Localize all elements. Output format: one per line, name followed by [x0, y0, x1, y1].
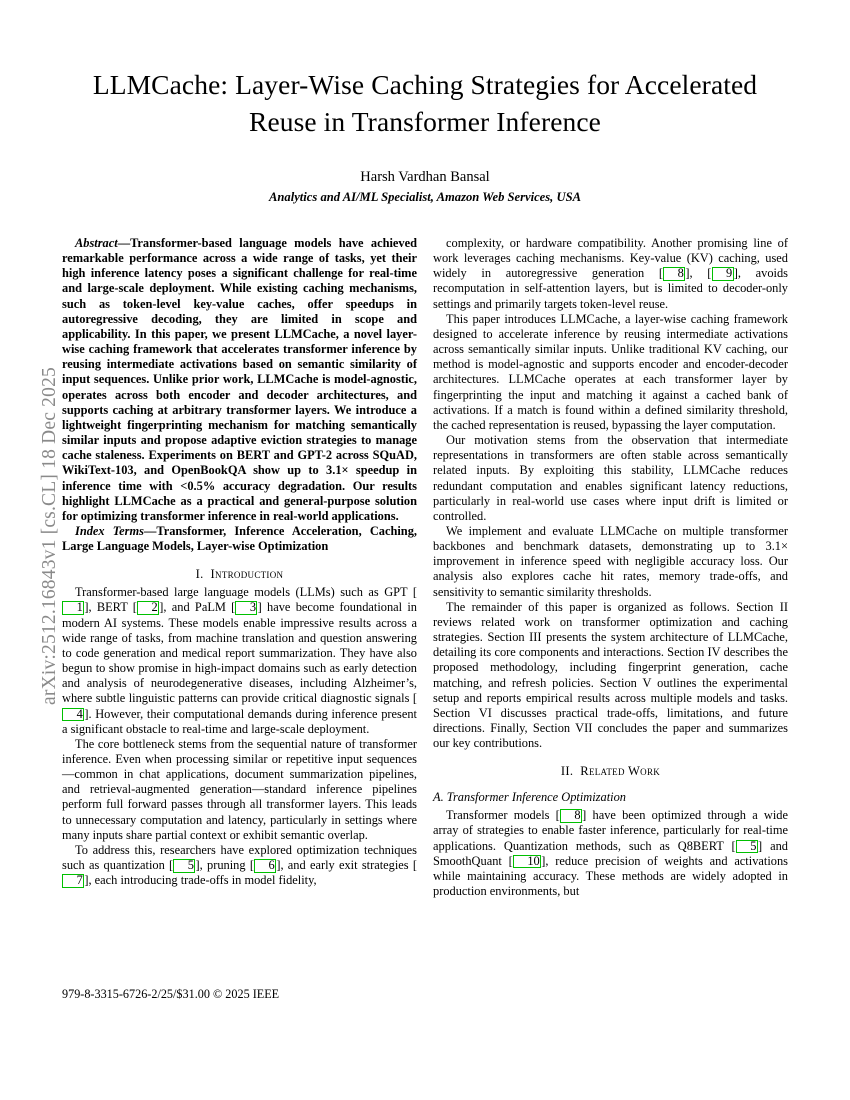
body-paragraph: The remainder of this paper is organized as follows. Section II reviews related work on transformer optimization and caching strategies. Section III presents the system architecture of LLMCache, detailing its core components and interactions. Section IV describes the proposed methodology, including fingerprint generation, cache matching, and refresh policies. Section V outlines the experimental setup and reports empirical results across multiple models and tasks. Section VI discusses practical trade-offs, limitations, and future directions. Finally, Section VII concludes the paper and summarizes our key contributions. — [433, 599, 788, 751]
citation-link[interactable]: 8 — [560, 809, 582, 823]
body-paragraph: Transformer models [ 8 ] have been optimized through a wide array of strategies to enable faster inference, particularly for real-time applications. Quantization methods, such as Q8BERT [ 5 ] and SmoothQuant [ 10 ], reduce precision of weights and activations while maintaining accuracy. These methods are widely adopted in production environments, but — [433, 808, 789, 899]
section-numeral: I. — [195, 567, 204, 582]
abstract-dash: — — [117, 236, 131, 250]
subsection-label: A. — [433, 790, 444, 805]
arxiv-stamp-text: arXiv:2512.16843v1 [cs.CL] 18 Dec 2025 — [39, 367, 60, 705]
index-terms-label: Index Terms — [75, 523, 144, 538]
author-name: Harsh Vardhan Bansal — [360, 169, 490, 185]
citation-link[interactable]: 6 — [254, 859, 276, 873]
body-paragraph: The core bottleneck stems from the sequential nature of transformer inference. Even when processing similar or repetitive input sequences—common in chat applications, document summarization pipelines, and retrieval-augmented generation—standard inference pipelines perform full forward passes through all transformer layers. This leads to unnecessary computation and latency, particularly in settings where many inputs share partial context or exhibit semantic overlap. — [62, 736, 417, 842]
section-numeral: II. — [560, 764, 574, 779]
index-terms-text: Transformer, Inference Acceleration, Caching, Large Language Models, Layer-wise Optimization — [62, 523, 417, 554]
page-title: LLMCache: Layer-Wise Caching Strategies for Accelerated Reuse in Transformer Inference — [92, 69, 758, 137]
section-heading-introduction — [62, 567, 417, 582]
introduction-paragraphs-left — [62, 585, 417, 888]
citation-link[interactable]: 5 — [173, 859, 195, 873]
footer-copyright: 979-8-3315-6726-2/25/$31.00 © 2025 IEEE — [62, 987, 280, 1001]
author-affiliation: Analytics and AI/ML Specialist, Amazon Web Services, USA — [269, 190, 581, 204]
two-column-body — [62, 236, 788, 1026]
citation-link[interactable]: 5 — [736, 840, 758, 854]
title-block — [62, 66, 788, 206]
section-title: Related Work — [580, 764, 661, 779]
citation-link[interactable]: 3 — [235, 601, 257, 615]
index-terms-dash: — — [143, 523, 157, 538]
right-column — [433, 236, 788, 1026]
abstract-text: Transformer-based language models have achieved remarkable performance across a wide range of tasks, yet their high inference latency poses a significant challenge for real-time and large-scale deployment. While existing caching mechanisms, such as token-level key-value caches, offer speedups in autoregressive decoding, they are limited in scope and applicability. In this paper, we present LLMCache, a novel layer-wise caching framework that accelerates transformer inference by reusing intermediate activations based on semantic similarity of input sequences. Unlike prior work, LLMCache is model-agnostic, operates across both encoder and decoder architectures, and supports caching at arbitrary transformer layers. We introduce a lightweight fingerprinting mechanism for matching semantically similar inputs and propose adaptive eviction strategies to manage cache staleness. Experiments on BERT and GPT-2 across SQuAD, WikiText-103, and OpenBookQA show up to 3.1× speedup in inference time with <0.5% accuracy degradation. Our results highlight LLMCache as a practical and general-purpose solution for optimizing transformer inference in real-world applications. — [62, 236, 417, 523]
related-work-paragraphs — [433, 808, 788, 899]
abstract-label: Abstract — [75, 236, 118, 250]
body-paragraph: We implement and evaluate LLMCache on multiple transformer backbones and benchmark datasets, demonstrating up to 3.1× improvement in inference speed with negligible accuracy loss. Our analysis also explores cache hit rates, memory trade-offs, and sensitivity to semantic similarity thresholds. — [433, 523, 788, 599]
body-paragraph: To address this, researchers have explored optimization techniques such as quantization [ 5 ], pruning [ 6 ], and early exit strategies [7 ], each introducing trade-offs in model fidelity, — [62, 842, 417, 888]
citation-link[interactable]: 2 — [137, 601, 159, 615]
introduction-paragraphs-right — [433, 236, 788, 751]
body-paragraph: complexity, or hardware compatibility. Another promising line of work leverages caching mechanisms. Key-value (KV) caching, used widely in autoregressive generation [ 8 ], [ 9 ], avoids recomputation in self-attention layers, but is limited to decoder-only settings and primarily targets token-level reuse. — [433, 236, 789, 311]
citation-link[interactable]: 10 — [513, 855, 541, 869]
subsection-heading-transformer-inference-optimization — [433, 790, 788, 805]
arxiv-stamp — [0, 0, 60, 1100]
left-column — [62, 236, 417, 1026]
citation-link[interactable]: 8 — [663, 267, 685, 281]
body-paragraph: Our motivation stems from the observation that intermediate representations in transformers are often stable across semantically related inputs. By exploiting this stability, LLMCache reduces redundant computation and enables significant latency reductions, particularly in real-world use cases where input drift is limited or controlled. — [433, 433, 788, 523]
index-terms-paragraph — [62, 524, 417, 554]
citation-link[interactable]: 4 — [62, 708, 84, 722]
section-title: Introduction — [210, 567, 284, 582]
citation-link[interactable]: 1 — [62, 601, 84, 615]
body-paragraph: This paper introduces LLMCache, a layer-wise caching framework designed to accelerate inference by reusing intermediate activations across semantically similar inputs. Unlike traditional KV caching, our method is model-agnostic and supports encoder and encoder-decoder architectures. LLMCache operates at each transformer layer by fingerprinting the input and matching it against a cached bank of activations. If a match is found within a defined similarity threshold, the cached representation is reused, bypassing the layer computation. — [433, 311, 788, 432]
section-heading-related-work — [433, 764, 788, 779]
citation-link[interactable]: 7 — [62, 874, 84, 888]
abstract-paragraph — [62, 236, 417, 524]
citation-link[interactable]: 9 — [712, 267, 734, 281]
body-paragraph: Transformer-based large language models (LLMs) such as GPT [1 ], BERT [ 2 ], and PaLM [ 3 ] have become foundational in modern AI systems. These models enable impressive results across a wide range of tasks, from machine translation and question answering to code generation and medical report summarization. They have also begun to show promise in high-impact domains such as early detection and analysis of neurodegenerative diseases, including Alzheimer’s, where subtle linguistic patterns can provide critical diagnostic signals [4 ]. However, their computational demands during inference present a significant obstacle to real-time and large-scale deployment. — [62, 585, 417, 736]
subsection-title: Transformer Inference Optimization — [446, 790, 626, 805]
